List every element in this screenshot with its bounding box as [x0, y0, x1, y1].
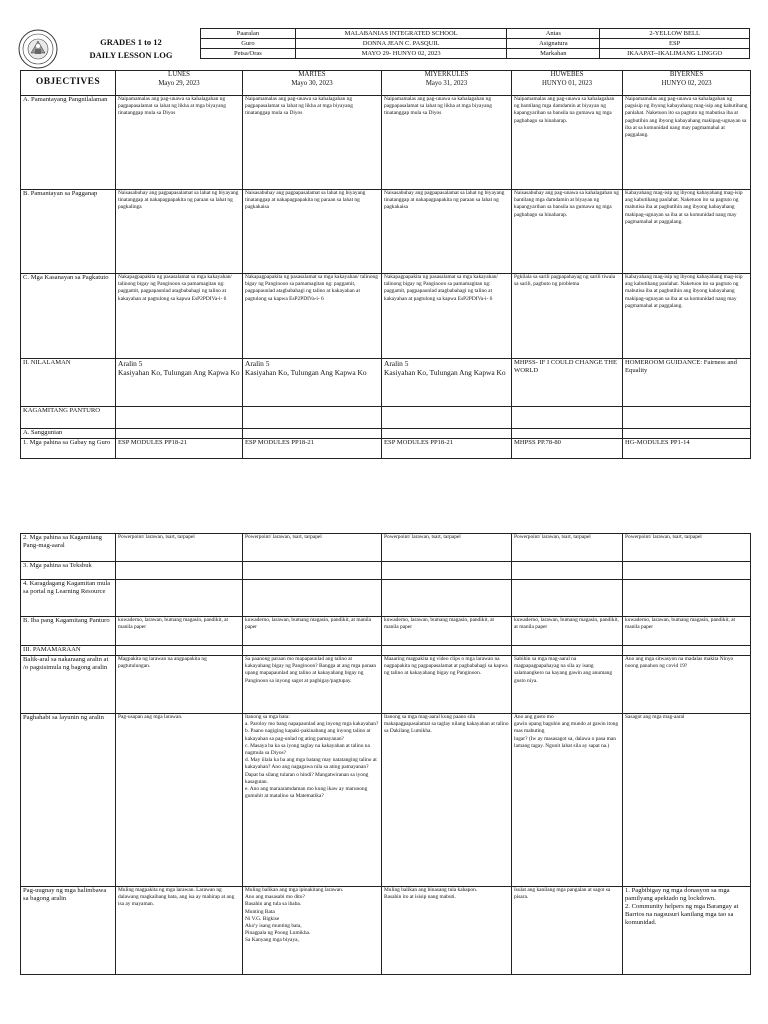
cell: Magpakita ng larawan na angpapakita ng pagtutulungan.	[116, 656, 243, 714]
lesson-log-table-page-2	[20, 533, 751, 975]
lesson-log-table-page-1	[20, 70, 751, 459]
cell: Naipamamalas ang pag-unawa sa kahalagahan ng pagsisip ng ibyong kabayahang mag-isip ang kabutihang panlahat. Naketuon ito sa pagtuto ng mabutisa iba at pagbutihin ang ibyong kabayahang makipag-ugnayan sa iba at sa komunidad nang may pagmamahal at paggalang.	[623, 96, 751, 190]
cell: Powerpoint/ larawan, tsart, tarpapel	[382, 534, 512, 562]
cell: Nakapagpapakita ng pasasalamat sa mga kakayahan/ talinong bigay ng Panginoon sa pamamagitan ng: paggamit, pagpapaunlad atagbabahagi ng talino at kakayahan at pagtulong sa kapwa EsP2PDIVa-i- 6	[116, 274, 243, 359]
cell: kuwaderno, larawan, bumang magasin, pandikit, at manila paper	[116, 617, 243, 646]
row-iba-pang-kagamitan	[21, 617, 751, 646]
row-karagdagang-kagamitan	[21, 580, 751, 617]
row-label: A. Sanggunian	[21, 429, 116, 439]
cell: Powerpoint/ larawan, tsart, tarpapel	[512, 534, 623, 562]
objectives-label: OBJECTIVES	[21, 71, 116, 96]
row-label: B. Pamantayan sa Pagganap	[21, 190, 116, 274]
cell: Aralin 5 Kasiyahan Ko, Tulungan Ang Kapwa Ko	[116, 359, 243, 407]
cell: Naipamamalas ang pag-unawa sa kahalagahan ng pagpapasalamat sa lahat ng likha at mga biyayang tinatanggap mula sa Diyos	[382, 96, 512, 190]
cell: Aralin 5 Kasiyahan Ko, Tulungan Ang Kapwa Ko	[243, 359, 382, 407]
cell: Naisasabuhay ang pagpapasalamat sa lahat ng biyayang tinatanggap at nakapagpapakita ng paraan sa lahat ng pagkakaisa	[382, 190, 512, 274]
row-pamantayan-sa-pagganap	[21, 190, 751, 274]
cell: Muling balikan ang mga ipinakitang larawan. Ano ang masasabi mo dito? Basahin ang tula sa ibaba. Munting Bata Ni V.G. Bigkise Ako'y isang munting bata, Pinagpala ng Poong Lumikha. Sa Kanyang mga biyaya,	[243, 887, 382, 975]
paaralan-label: Paaralan	[201, 29, 296, 39]
day-header-huwebes: HUWEBES HUNYO 01, 2023	[512, 71, 623, 96]
cell: Powerpoint/ larawan, tsart, tarpapel	[116, 534, 243, 562]
cell: Pgkilala sa sarili pagpapahayag ng sarili tiwala sa sarili, pagbuto ng problema	[512, 274, 623, 359]
header-info-table	[200, 28, 750, 59]
antas-label: Antas	[507, 29, 600, 39]
row-pamantayang-pangnilalaman	[21, 96, 751, 190]
row-pamamaraan	[21, 646, 751, 656]
guro-label: Guro	[201, 39, 296, 49]
cell: Muling balikan ang binasang tula kahapon. Basahin ito at isisip nang mabuti.	[382, 887, 512, 975]
title-line-1: GRADES 1 to 12	[100, 37, 162, 47]
cell: Powerpoint/ larawan, tsart, tarpapel	[623, 534, 751, 562]
day-header-martes: MARTES Mayo 30, 2023	[243, 71, 382, 96]
cell: Kabayahang mag-isip ng ibyong kabayahang mag-isip ang kabutihang panlahat. Naketuon ito sa pagtuto ng mabutisa iba at pagbutihin ang ibyong kabayahang makipag-ugnayan sa iba at sa komunidad nang may pagmamahal at paggalang.	[623, 190, 751, 274]
cell: kuwaderno, larawan, bumang magasin, pandikit, at manila paper	[623, 617, 751, 646]
cell: Aralin 5 Kasiyahan Ko, Tulungan Ang Kapwa Ko	[382, 359, 512, 407]
row-label: Balik-aral sa nakaraang aralin at /o pagsisimula ng bagong aralin	[21, 656, 116, 714]
cell: Nakapagpapakita ng pasasalamat sa mga kakayahan/ talinong bigay ng Panginoon sa pamamagitan ng: paggamit, pagpapaunlad atagbabahagi ng talino at kakayahan at pagtulong sa kapwa EsP2PDIVa-i- 6	[243, 274, 382, 359]
markahan-value: IKAAPAT--IKALIMANG LINGGO	[600, 49, 750, 59]
row-pag-uugnay	[21, 887, 751, 975]
cell: Naisasabuhay ang pagpapasalamat sa lahat ng biyayang tinatanggap at nakapagpapakita ng paraan sa lahat ng pagkakaisa	[243, 190, 382, 274]
cell: Isulat ang kanilang mga pangalan at sagot sa pisara.	[512, 887, 623, 975]
row-label: B. Iba pang Kagamitang Panturo	[21, 617, 116, 646]
antas-value: 2-YELLOW BELL	[600, 29, 750, 39]
cell: Naisasabuhay ang pag-unawa sa kahalagahan ng bantilang mga damdamin at biyayan ng kapangyarihan sa bansila na gumawa ng mga pagbabago sa hinaharap.	[512, 190, 623, 274]
petsa-value: MAYO 29- HUNYO 02, 2023	[295, 49, 507, 59]
row-label: III. PAMAMARAAN	[21, 646, 116, 656]
row-kagamitang-panturo	[21, 407, 751, 429]
row-label: C. Mga Kasanayan sa Pagkatuto	[21, 274, 116, 359]
row-nilalaman	[21, 359, 751, 407]
markahan-label: Markahan	[507, 49, 600, 59]
day-header-biyernes: BIYERNES HUNYO 02, 2023	[623, 71, 751, 96]
cell: kuwaderno, larawan, bumang magasin, pandikit, at manila paper	[512, 617, 623, 646]
row-paghahabi	[21, 714, 751, 887]
cell: 1. Pagbibigay ng mga donasyon sa mga pamilyang apektado ng lockdown. 2. Community helpers ng mga Barangay at Barrios na nagsusuri kanilang mga tao sa komunidad.	[623, 887, 751, 975]
row-label: KAGAMITANG PANTURO	[21, 407, 116, 429]
cell: Naisasabuhay ang pagpapasalamat sa lahat ng biyayang tinatanggap at nakapagpapakita ng paraan sa lahat ng pagkalinga	[116, 190, 243, 274]
row-kagamitang-pang-mag-aaral	[21, 534, 751, 562]
cell: MHPSS- IF I COULD CHANGE THE WORLD	[512, 359, 623, 407]
row-label: Pag-uugnay ng mga halimbawa sa bagong aralin	[21, 887, 116, 975]
row-label: 2. Mga pahina sa Kagamitang Pang-mag-aaral	[21, 534, 116, 562]
row-label: II. NILALAMAN	[21, 359, 116, 407]
row-sanggunian	[21, 429, 751, 439]
guro-value: DONNA JEAN C. PASQUIL	[295, 39, 507, 49]
row-gabay-ng-guro	[21, 439, 751, 459]
row-balik-aral	[21, 656, 751, 714]
asignatura-value: ESP	[600, 39, 750, 49]
cell: Nakapagpapakita ng pasasalamat sa mga kakayahan/ talinong bigay ng Panginoon sa pamamagitan ng: paggamit, pagpapaunlad atagbabahagi ng talino at kakayahan at pagtulong sa kapwa EsP2PDIVa-i- 6	[382, 274, 512, 359]
cell: kuwaderno, larawan, bumang magasin, pandikit, at manila paper	[382, 617, 512, 646]
cell: Kabayahang mag-isip ng ibyong kabayahang mag-isip ang kabutihang panlahat. Naketuon ito sa pagtuto ng mabutisa iba at pagbutihin ang ibyong kabayahang makipag-ugnayan sa iba at sa komunidad nang may pagmamahal at paggalang.	[623, 274, 751, 359]
cell: Sabihin sa mga mag-aaral na magpapagpapahayag na sila ay isang salamangkero na kayang gawin ang anumang gusto niya.	[512, 656, 623, 714]
cell: Naipamamalas ang pag-unawa sa kahalagahan ng pagpapasalamat sa lahat ng likha at mga biyayang tinatanggap mula sa Diyos	[243, 96, 382, 190]
cell: MHPSS PP.78-80	[512, 439, 623, 459]
cell: Naipamamalas ang pag-unawa sa kahalagahan ng pagpapasalamat sa lahat ng likha at mga biyayang tinatanggap mula sa Diyos	[116, 96, 243, 190]
cell: ESP MODULES PP18-21	[116, 439, 243, 459]
title-line-2: DAILY LESSON LOG	[89, 50, 173, 60]
row-teksbuk	[21, 562, 751, 580]
cell: Naipamamalas ang pag-unawa sa kahalagahan ng bantilang mga damdamin at biyayan ng kapangyarihan sa bansila na gumawa ng mga pagbabago sa hinaharap.	[512, 96, 623, 190]
cell: HOMEROOM GUIDANCE: Fairness and Equality	[623, 359, 751, 407]
row-label: 4. Karagdagang Kagamitan mula sa portal ng Learning Resource	[21, 580, 116, 617]
cell: Powerpoint/ larawan, tsart, tarpapel	[243, 534, 382, 562]
row-label: Paghahabi sa layunin ng aralin	[21, 714, 116, 887]
cell: ESP MODULES PP18-21	[382, 439, 512, 459]
day-header-miyerkules: MIYERKULES Mayo 31, 2023	[382, 71, 512, 96]
cell: Ano ang mga sitwasyon na madalas makita Ninyo noong panahon ng covid 19?	[623, 656, 751, 714]
deped-seal-logo	[18, 29, 58, 69]
paaralan-value: MALABANIAS INTEGRATED SCHOOL	[295, 29, 507, 39]
row-label: 1. Mga pahina sa Gabay ng Guro	[21, 439, 116, 459]
cell: kuwaderno, larawan, bumang magasin, pandikit, at manila paper	[243, 617, 382, 646]
cell: Ano ang gusto mo gawin upang baguhin ang mundo at gawin itong mas mabuting lugar? (Iw ay masasagot sa, dalawa o pasa man lamang tagay. Ngunit lahat sila ay sapat na.)	[512, 714, 623, 887]
cell: Sa paanong paraan mo mapapaunlad ang talino at kakayahang bigay ng Panginoon? Bangga at ang mga paraan upang mapapaunlad ang talino at kakayahang bigay ng Panginoon sa inyong sagot at pagbigay/pagtupay.	[243, 656, 382, 714]
row-mga-kasanayan	[21, 274, 751, 359]
cell: Muling magpakita ng mga larawan. Larawan ng dalawang magkaibang bata, ang isa ay mahirap at ang isa ay mayaman.	[116, 887, 243, 975]
cell: HG-MODULES PP1-14	[623, 439, 751, 459]
cell: ESP MODULES PP18-21	[243, 439, 382, 459]
cell: Pag-usapan ang mga larawan.	[116, 714, 243, 887]
cell: Itanong sa mga mag-aaral kung paano sila makapagpapasalamat sa taglay nilang kakayahan at talino sa Dakilang Lumikha.	[382, 714, 512, 887]
day-header-lunes: LUNES Mayo 29, 2023	[116, 71, 243, 96]
cell: Maaaring magpakita ng video clips o mga larawan na nagpapakita ng pagpapasalamat at pagbabahagi sa kapwa ng talino at kakayahang bigay ng Panginoon.	[382, 656, 512, 714]
cell: Itanong sa mga bata: a. Paroloy mo bang napapaunlad ang inyong mga kakayahan? b. Paano nagiging kapaki-pakinabang ang inyong talino at kakayahan sa pag-unlad ng ating pamayanan? c. Masaya ba ka sa iyong taglay na kakayahan at talino na nagmula sa Diyos? d. May iilala ka ba ang mga batang may natatanging talino at kakayahan? Ano ang nagagawa nila sa ating pamayanan? Dapat ba silang tularan o hindi? Mangatwiranan sa iyong kasagutan. e. Ano ang maraaramdaman mo kung ikaw ay marunong gumuhit at matalino sa Matematika?	[243, 714, 382, 887]
document-title	[62, 36, 200, 62]
cell: Sasagot ang mga mag-aaral	[623, 714, 751, 887]
asignatura-label: Asignatura	[507, 39, 600, 49]
petsa-label: Petsa/Oras	[201, 49, 296, 59]
row-label: A. Pamantayang Pangnilalaman	[21, 96, 116, 190]
row-label: 3. Mga pahina sa Teksbuk	[21, 562, 116, 580]
